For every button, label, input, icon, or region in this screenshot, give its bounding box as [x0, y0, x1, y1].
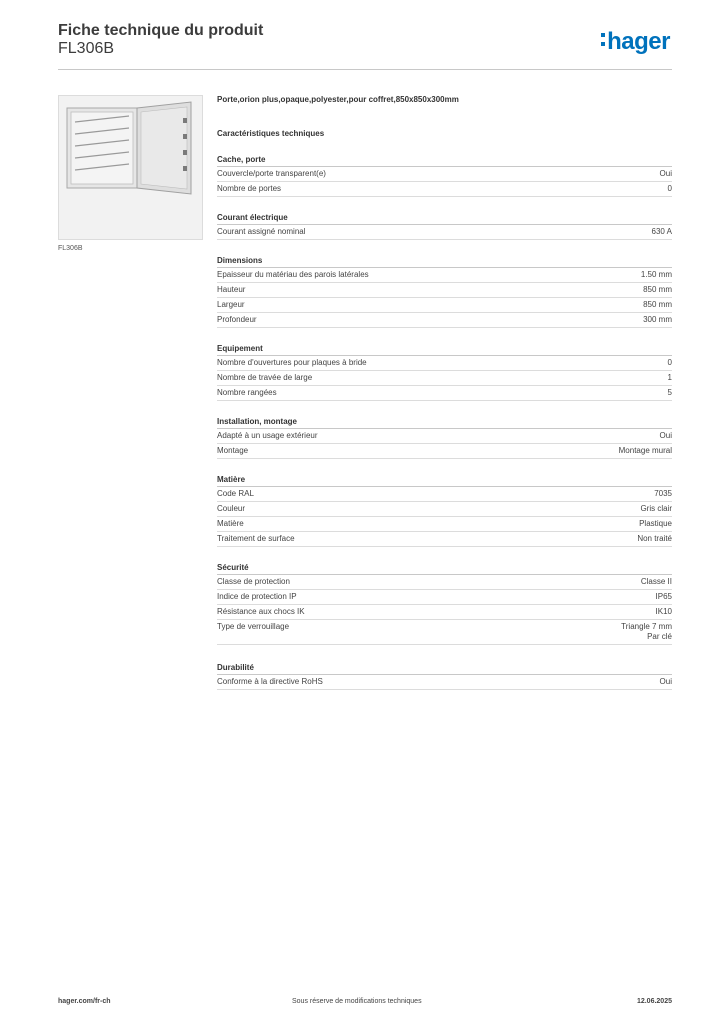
footer-disclaimer: Sous réserve de modifications techniques [292, 998, 422, 1005]
spec-row [217, 298, 672, 313]
spec-label: Résistance aux chocs IK [217, 607, 305, 616]
spec-label: Classe de protection [217, 577, 290, 586]
spec-row [217, 225, 672, 240]
tech-heading: Caractéristiques techniques [217, 129, 325, 138]
section-title: Installation, montage [217, 417, 672, 429]
spec-label: Courant assigné nominal [217, 227, 306, 236]
spec-value-line: Triangle 7 mm [621, 622, 672, 631]
spec-label: Nombre rangées [217, 388, 277, 397]
hager-logo [601, 28, 670, 56]
spec-label: Matière [217, 519, 244, 528]
spec-value: IP65 [655, 592, 672, 601]
spec-value [621, 622, 672, 642]
spec-value: Oui [659, 431, 672, 440]
spec-value: Plastique [639, 519, 672, 528]
spec-label: Traitement de surface [217, 534, 295, 543]
spec-label: Conforme à la directive RoHS [217, 677, 323, 686]
spec-value: Classe II [640, 577, 672, 586]
spec-row [217, 386, 672, 401]
spec-row [217, 167, 672, 182]
product-description: Porte,orion plus,opaque,polyester,pour coffret,850x850x300mm [217, 95, 459, 104]
spec-section [217, 213, 672, 240]
spec-section [217, 417, 672, 459]
product-reference: FL306B [58, 40, 115, 57]
spec-value: 850 mm [643, 285, 672, 294]
spec-label: Indice de protection IP [217, 592, 297, 601]
spec-label: Nombre de portes [217, 184, 282, 193]
spec-label: Type de verrouillage [217, 622, 290, 631]
spec-row [217, 575, 672, 590]
spec-value: 0 [667, 358, 672, 367]
spec-value: 850 mm [643, 300, 672, 309]
spec-row [217, 532, 672, 547]
spec-value: 0 [667, 184, 672, 193]
logo-dots-icon [601, 28, 606, 46]
spec-row [217, 429, 672, 444]
spec-section [217, 256, 672, 328]
spec-row [217, 356, 672, 371]
spec-value: 630 A [651, 227, 672, 236]
image-caption: FL306B [58, 245, 83, 252]
spec-section [217, 344, 672, 401]
page-title: Fiche technique du produit [58, 22, 264, 39]
spec-content [217, 95, 672, 690]
section-title: Cache, porte [217, 155, 672, 167]
spec-label: Profondeur [217, 315, 257, 324]
spec-row [217, 283, 672, 298]
spec-label: Largeur [217, 300, 245, 309]
spec-row [217, 371, 672, 386]
spec-row [217, 268, 672, 283]
spec-label: Montage [217, 446, 249, 455]
spec-row [217, 182, 672, 197]
spec-value: IK10 [655, 607, 672, 616]
spec-value-line: Par clé [647, 632, 672, 641]
spec-value: 5 [667, 388, 672, 397]
logo-text: hager [607, 28, 670, 55]
spec-label: Nombre de travée de large [217, 373, 313, 382]
section-title: Sécurité [217, 563, 672, 575]
spec-section [217, 563, 672, 645]
spec-section [217, 475, 672, 547]
spec-row [217, 444, 672, 459]
spec-value: Non traité [637, 534, 672, 543]
spec-section [217, 663, 672, 690]
spec-value: Oui [659, 677, 672, 686]
spec-value: 300 mm [643, 315, 672, 324]
spec-row [217, 517, 672, 532]
footer-date: 12.06.2025 [636, 998, 672, 1005]
product-image [58, 95, 203, 240]
spec-row [217, 605, 672, 620]
spec-label: Code RAL [217, 489, 254, 498]
page-header [58, 22, 672, 70]
spec-value: Gris clair [640, 504, 672, 513]
spec-section [217, 155, 672, 197]
spec-row [217, 487, 672, 502]
section-title: Dimensions [217, 256, 672, 268]
spec-row [217, 502, 672, 517]
spec-label: Adapté à un usage extérieur [217, 431, 318, 440]
spec-row [217, 590, 672, 605]
footer-website-link[interactable]: hager.com/fr-ch [58, 998, 111, 1005]
spec-row [217, 313, 672, 328]
spec-value: 7035 [654, 489, 672, 498]
section-title: Matière [217, 475, 672, 487]
spec-label: Epaisseur du matériau des parois latérales [217, 270, 369, 279]
spec-label: Couvercle/porte transparent(e) [217, 169, 326, 178]
spec-value: 1 [667, 373, 672, 382]
spec-row [217, 675, 672, 690]
spec-row [217, 620, 672, 645]
spec-value: 1.50 mm [640, 270, 672, 279]
spec-value: Montage mural [618, 446, 672, 455]
section-title: Durabilité [217, 663, 672, 675]
section-title: Equipement [217, 344, 672, 356]
section-title: Courant électrique [217, 213, 672, 225]
spec-label: Couleur [217, 504, 246, 513]
spec-label: Nombre d'ouvertures pour plaques à bride [217, 358, 367, 367]
spec-label: Hauteur [217, 285, 246, 294]
enclosure-illustration [59, 96, 202, 239]
spec-value: Oui [659, 169, 672, 178]
